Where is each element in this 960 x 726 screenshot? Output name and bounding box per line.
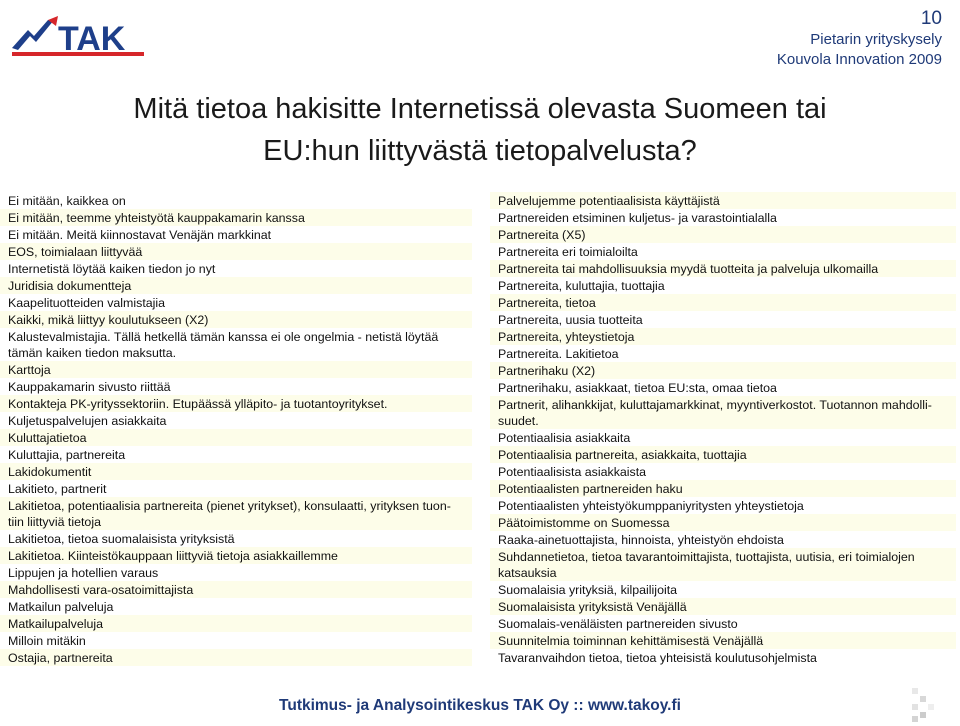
list-item: Potentiaalisten yhteistyökumppaniyritysten yhteystietoja bbox=[498, 499, 804, 513]
list-item: Kauppakamarin sivusto riittää bbox=[8, 380, 171, 394]
logo-text: TAK bbox=[58, 20, 126, 58]
list-item: Palvelujemme potentiaalisista käyttäjistä bbox=[490, 192, 956, 209]
list-item: Partnereita, tietoa bbox=[490, 294, 956, 311]
list-item: Milloin mitäkin bbox=[8, 634, 86, 648]
list-item: Partnerit, alihankkijat, kuluttajamarkkinat, myyntiverkostot. Tuotannon mahdolli-suudet. bbox=[490, 396, 956, 429]
list-item: Partnereita (X5) bbox=[490, 226, 956, 243]
list-item: Suomalaisia yrityksiä, kilpailijoita bbox=[498, 583, 678, 597]
list-item: Suomalais-venäläisten partnereiden sivusto bbox=[498, 617, 738, 631]
decorative-dots bbox=[910, 686, 938, 724]
list-item: Lippujen ja hotellien varaus bbox=[8, 566, 159, 580]
list-item: Internetistä löytää kaiken tiedon jo nyt bbox=[8, 262, 216, 276]
list-item: Kuluttajatietoa bbox=[0, 429, 472, 446]
footer-text: Tutkimus- ja Analysointikeskus TAK Oy :: www.takoy.fi bbox=[279, 697, 681, 714]
list-item: Lakitietoa, tietoa suomalaisista yrityksistä bbox=[8, 532, 235, 546]
page-title bbox=[95, 88, 865, 172]
list-item: Ostajia, partnereita bbox=[0, 649, 472, 666]
title-line-1: Mitä tietoa hakisitte Internetissä olevasta Suomeen tai bbox=[133, 93, 827, 125]
list-item: Partnereita, uusia tuotteita bbox=[498, 313, 643, 327]
list-item: Potentiaalisten partnereiden haku bbox=[490, 480, 956, 497]
list-item: Partnereita eri toimialoilta bbox=[498, 245, 638, 259]
list-item: Kaikki, mikä liittyy koulutukseen (X2) bbox=[0, 311, 472, 328]
list-item: Kuluttajia, partnereita bbox=[8, 448, 126, 462]
list-item: Partnereita tai mahdollisuuksia myydä tuotteita ja palveluja ulkomailla bbox=[490, 260, 956, 277]
list-item: Partnereita, kuluttajia, tuottajia bbox=[498, 279, 665, 293]
list-item: Kaapelituotteiden valmistajia bbox=[8, 296, 166, 310]
list-item: Lakitieto, partnerit bbox=[8, 482, 107, 496]
title-line-2: EU:hun liittyvästä tietopalvelusta? bbox=[263, 135, 697, 167]
list-item: Suunnitelmia toiminnan kehittämisestä Venäjällä bbox=[490, 632, 956, 649]
list-item: Lakitietoa, potentiaalisia partnereita (pienet yritykset), konsulaatti, yrityksen tuon-tiin liittyviä tietoja bbox=[0, 497, 472, 530]
list-item: Kalustevalmistajia. Tällä hetkellä tämän kanssa ei ole ongelmia - netistä löytää tämän kaiken tiedon maksutta. bbox=[8, 330, 439, 360]
list-item: Juridisia dokumentteja bbox=[0, 277, 472, 294]
list-item: Päätoimistomme on Suomessa bbox=[490, 514, 956, 531]
tak-logo bbox=[8, 14, 148, 62]
left-list bbox=[0, 192, 472, 666]
list-item: Raaka-ainetuottajista, hinnoista, yhteistyön ehdoista bbox=[498, 533, 784, 547]
list-item: EOS, toimialaan liittyvää bbox=[0, 243, 472, 260]
list-item: Partnereita. Lakitietoa bbox=[498, 347, 619, 361]
list-item: Partnereiden etsiminen kuljetus- ja varastointialalla bbox=[498, 211, 777, 225]
list-item: Potentiaalisia asiakkaita bbox=[498, 431, 631, 445]
list-item: Karttoja bbox=[0, 361, 472, 378]
list-item: Suomalaisista yrityksistä Venäjällä bbox=[490, 598, 956, 615]
list-item: Lakitietoa. Kiinteistökauppaan liittyviä tietoja asiakkaillemme bbox=[0, 547, 472, 564]
list-item: Matkailupalveluja bbox=[0, 615, 472, 632]
list-item: Partnereita, yhteystietoja bbox=[490, 328, 956, 345]
list-item: Lakidokumentit bbox=[0, 463, 472, 480]
list-item: Potentiaalisista asiakkaista bbox=[498, 465, 647, 479]
subtitle-line-1: Pietarin yrityskysely bbox=[810, 31, 942, 48]
list-item: Partnerihaku, asiakkaat, tietoa EU:sta, omaa tietoa bbox=[498, 381, 777, 395]
header-subtitle bbox=[777, 30, 942, 70]
list-item: Kontakteja PK-yrityssektoriin. Etupäässä ylläpito- ja tuotantoyritykset. bbox=[0, 395, 472, 412]
logo-mark bbox=[12, 20, 54, 50]
list-item: Ei mitään. Meitä kiinnostavat Venäjän markkinat bbox=[8, 228, 272, 242]
list-item: Tavaranvaihdon tietoa, tietoa yhteisistä koulutusohjelmista bbox=[498, 651, 817, 665]
subtitle-line-2: Kouvola Innovation 2009 bbox=[776, 51, 942, 68]
list-item: Ei mitään, kaikkea on bbox=[8, 194, 126, 208]
page-number: 10 bbox=[920, 8, 942, 29]
list-item: Partnerihaku (X2) bbox=[490, 362, 956, 379]
list-item: Suhdannetietoa, tietoa tavarantoimittajista, tuottajista, uutisia, eri toimialojen katsauksia bbox=[490, 548, 956, 581]
right-list bbox=[490, 192, 956, 666]
list-item: Mahdollisesti vara-osatoimittajista bbox=[0, 581, 472, 598]
list-item: Potentiaalisia partnereita, asiakkaita, tuottajia bbox=[490, 446, 956, 463]
list-item: Matkailun palveluja bbox=[8, 600, 114, 614]
list-item: Ei mitään, teemme yhteistyötä kauppakamarin kanssa bbox=[0, 209, 472, 226]
list-item: Kuljetuspalvelujen asiakkaita bbox=[8, 414, 167, 428]
